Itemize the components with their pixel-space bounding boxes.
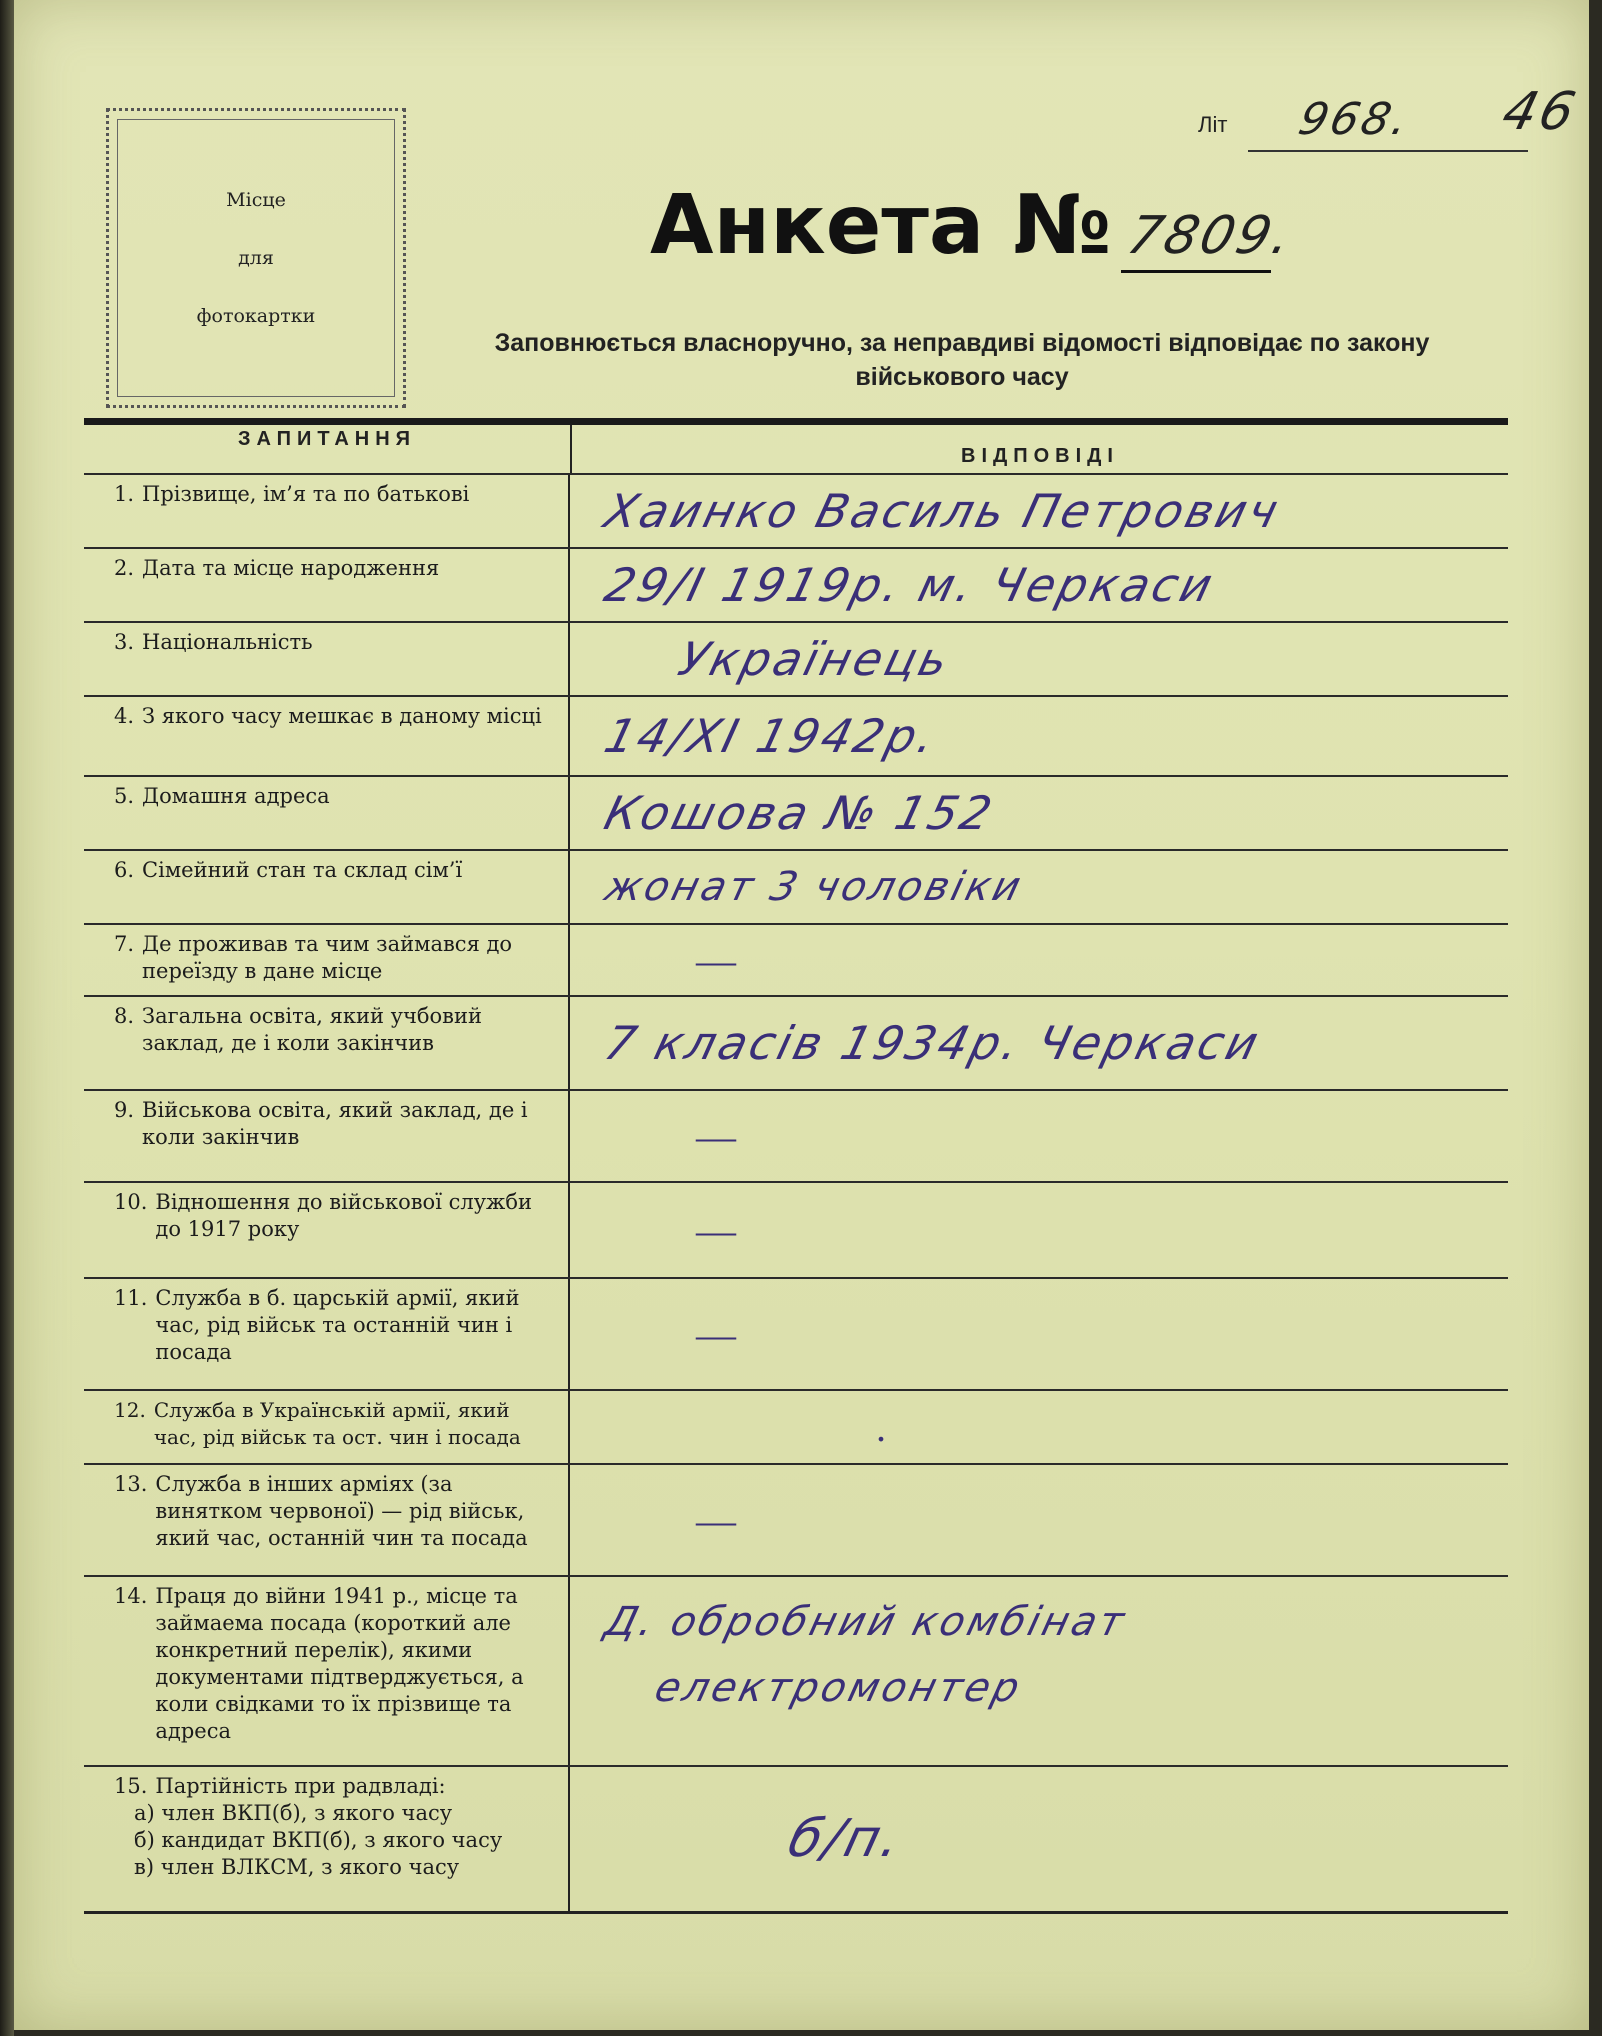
- question-number: 7.: [114, 932, 135, 956]
- answer-text: жонат 3 чоловіки: [600, 864, 1029, 910]
- answer-text: Кошова № 152: [599, 786, 1000, 840]
- answer-cell: [570, 1091, 1508, 1181]
- question-cell: [84, 549, 570, 621]
- question-text: Прізвище, ім’я та по батькові: [142, 482, 470, 506]
- photo-label-2: для: [238, 247, 274, 269]
- table-row: [84, 1181, 1508, 1277]
- lit-label: Літ: [1198, 112, 1228, 137]
- question-number: 10.: [114, 1190, 148, 1214]
- answer-text: Хаинко Василь Петрович: [599, 484, 1287, 538]
- answer-cell: [570, 549, 1508, 621]
- table-row: [84, 1463, 1508, 1575]
- question-text: Домашня адреса: [142, 784, 330, 808]
- answer-text: 14/XI 1942р.: [599, 709, 944, 763]
- page-number: 46: [1496, 82, 1584, 142]
- question-text: Сімейний стан та склад сім’ї: [142, 858, 463, 882]
- table-row: [84, 995, 1508, 1089]
- question-number: 5.: [114, 784, 135, 808]
- answer-cell: [570, 851, 1508, 923]
- answer-dot: .: [876, 1404, 886, 1450]
- party-options: [114, 1800, 558, 1881]
- photo-label-1: Місце: [226, 189, 286, 211]
- table-row: [84, 621, 1508, 695]
- answer-text: Д. обробний комбінат: [600, 1599, 1132, 1645]
- answer-text: Українець: [673, 632, 957, 686]
- answer-text: 29/I 1919р. м. Черкаси: [599, 558, 1221, 612]
- question-number: 14.: [114, 1584, 148, 1608]
- question-cell: [84, 1091, 570, 1181]
- question-number: 15.: [114, 1774, 148, 1798]
- question-text: Дата та місце народження: [142, 556, 440, 580]
- photo-placeholder: [106, 108, 406, 408]
- question-text: Партійність при радвладі:: [155, 1774, 446, 1798]
- table-row: [84, 1765, 1508, 1911]
- table-row: [84, 695, 1508, 775]
- answer-cell: [570, 925, 1508, 995]
- answer-cell: [570, 997, 1508, 1089]
- question-cell: [84, 1465, 570, 1575]
- answer-cell: [570, 697, 1508, 775]
- form-title: [650, 178, 1301, 273]
- answer-cell: [570, 1279, 1508, 1389]
- question-cell: [84, 1279, 570, 1389]
- question-number: 3.: [114, 630, 135, 654]
- question-cell: [84, 777, 570, 849]
- lit-field: [1198, 94, 1528, 152]
- question-text: Військова освіта, який заклад, де і коли закінчив: [142, 1098, 528, 1149]
- table-top-rule: [84, 418, 1508, 425]
- question-text: Відношення до військової служби до 1917 року: [155, 1190, 533, 1241]
- table-row: [84, 775, 1508, 849]
- answer-dash: —: [696, 1207, 736, 1253]
- answer-text: 7 класів 1934р. Черкаси: [599, 1016, 1267, 1070]
- question-number: 2.: [114, 556, 135, 580]
- table-row: [84, 849, 1508, 923]
- answer-dash: —: [696, 1497, 736, 1543]
- question-number: 13.: [114, 1472, 148, 1496]
- question-text: Праця до війни 1941 р., місце та займаема посада (короткий але конкретний перелік), якими документами підтверджується, а коли свідками то їх прізвище та адреса: [155, 1584, 524, 1743]
- lit-number: 968.: [1293, 94, 1417, 145]
- question-text: Служба в Українській армії, який час, рід військ та ост. чин і посада: [153, 1398, 521, 1449]
- question-text: Загальна освіта, який учбовий заклад, де і коли закінчив: [142, 1004, 482, 1055]
- question-cell: [84, 851, 570, 923]
- answer-cell: [570, 1577, 1508, 1713]
- answer-text: б/п.: [782, 1809, 910, 1869]
- table-row: [84, 1277, 1508, 1389]
- answer-cell: [570, 1183, 1508, 1277]
- party-option-c: в) член ВЛКСМ, з якого часу: [134, 1855, 460, 1879]
- question-text: Де проживав та чим займався до переїзду в дане місце: [142, 932, 513, 983]
- answer-cell: [570, 623, 1508, 695]
- party-option-a: а) член ВКП(б), з якого часу: [134, 1801, 453, 1825]
- photo-label-3: фотокартки: [196, 305, 316, 327]
- answer-text-line-2: електромонтер: [650, 1665, 1027, 1711]
- table-bottom-rule: [84, 1911, 1508, 1914]
- question-cell: [84, 1767, 570, 1911]
- table-header: [84, 425, 1508, 473]
- table-row: [84, 1089, 1508, 1181]
- question-number: 12.: [114, 1398, 146, 1422]
- answer-cell: [570, 475, 1508, 547]
- form-number-field: [1121, 200, 1301, 273]
- question-text: Національність: [142, 630, 313, 654]
- question-cell: [84, 1183, 570, 1277]
- lit-underline: [1248, 150, 1528, 152]
- answer-cell: [570, 1465, 1508, 1575]
- question-number: 9.: [114, 1098, 135, 1122]
- question-number: 1.: [114, 482, 135, 506]
- table-row: [84, 1389, 1508, 1463]
- question-cell: [84, 997, 570, 1089]
- answer-cell: [570, 1391, 1508, 1463]
- table-row: [84, 547, 1508, 621]
- question-cell: [84, 697, 570, 775]
- questions-header: ЗАПИТАННЯ: [84, 425, 572, 473]
- question-cell: [84, 475, 570, 547]
- question-number: 6.: [114, 858, 135, 882]
- questionnaire-sheet: [14, 0, 1589, 2030]
- question-number: 4.: [114, 704, 135, 728]
- answer-cell: [570, 1767, 1508, 1911]
- answer-dash: —: [696, 1113, 736, 1159]
- answer-dash: —: [696, 937, 736, 983]
- question-cell: [84, 623, 570, 695]
- answer-dash: —: [696, 1311, 736, 1357]
- form-subtitle: Заповнюється власноручно, за неправдиві відомості відповідає по закону військового часу: [494, 329, 1430, 391]
- party-option-b: б) кандидат ВКП(б), з якого часу: [134, 1828, 503, 1852]
- binding-edge: [0, 0, 14, 2036]
- questionnaire-table: [84, 418, 1508, 1914]
- table-row: [84, 473, 1508, 547]
- question-number: 8.: [114, 1004, 135, 1028]
- question-number: 11.: [114, 1286, 148, 1310]
- table-row: [84, 923, 1508, 995]
- form-number: 7809.: [1121, 206, 1301, 266]
- form-title-text: Анкета №: [650, 178, 1112, 273]
- table-row: [84, 1575, 1508, 1765]
- question-cell: [84, 1577, 570, 1765]
- answers-header: ВІДПОВІДІ: [961, 445, 1119, 467]
- question-cell: [84, 925, 570, 995]
- question-cell: [84, 1391, 570, 1463]
- question-text: Служба в б. царській армії, який час, рід військ та останній чин і посада: [155, 1286, 520, 1364]
- question-text: З якого часу мешкає в даному місці: [142, 704, 542, 728]
- question-text: Служба в інших арміях (за винятком червоної) — рід військ, який час, останній чин та посада: [155, 1472, 528, 1550]
- answer-cell: [570, 777, 1508, 849]
